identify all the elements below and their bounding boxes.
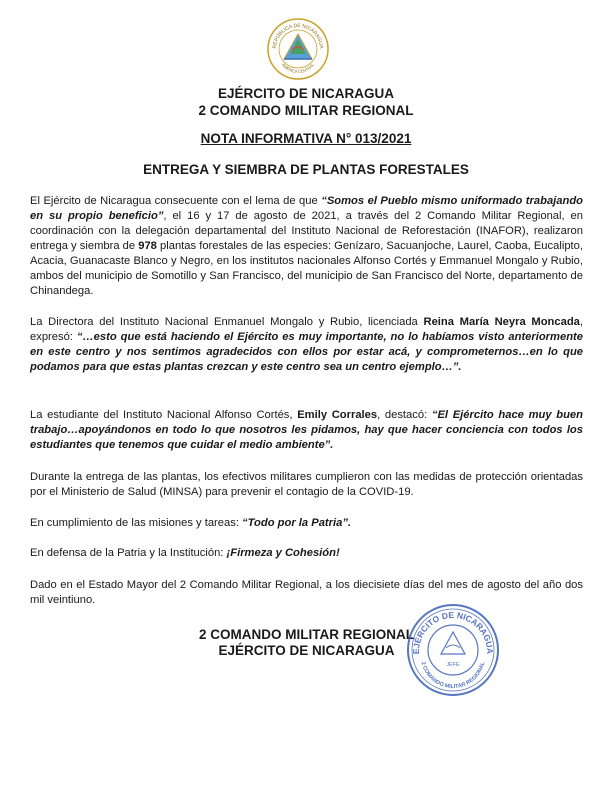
header-line1: EJÉRCITO DE NICARAGUA	[217, 86, 395, 101]
student-name: Emily Corrales	[297, 409, 378, 421]
paragraph-1-text: El Ejército de Nicaragua consecuente con el lema de que	[30, 195, 322, 207]
paragraph-6-text: En defensa de la Patria y la Institución:	[30, 547, 227, 559]
paragraph-2	[30, 315, 583, 375]
student-quote: “El Ejército hace muy buen trabajo…apoyándonos en todo lo que nosotros les pidamos, hay que hacer conciencia con todos los estudiantes que tenemos que cuidar el medio ambiente”.	[30, 409, 583, 451]
paragraph-1-text-b: , el 16 y 17 de agosto de 2021, a través del 2 Comando Militar Regional, en coordinación con la delegación departamental del Instituto Nacional de Reforestación (INAFOR), realizaron entrega y siembra de	[30, 210, 583, 252]
paragraph-2-text: La Directora del Instituto Nacional Enmanuel Mongalo y Rubio, licenciada	[30, 316, 424, 328]
signature-line1: 2 COMANDO MILITAR REGIONAL	[199, 627, 414, 642]
paragraph-1-quote: “Somos el Pueblo mismo uniformado trabajando en su propio beneficio”	[30, 195, 583, 222]
header-line2: 2 COMANDO MILITAR REGIONAL	[198, 103, 414, 118]
official-stamp	[405, 602, 501, 698]
stamp-bottom-text: 2 COMANDO MILITAR REGIONAL	[419, 661, 487, 691]
paragraph-3	[30, 408, 583, 453]
motto-firmeza-cohesion: ¡Firmeza y Cohesión!	[226, 547, 340, 559]
paragraph-3-text-b: , destacó:	[377, 409, 432, 421]
director-name: Reina María Neyra Moncada	[423, 316, 580, 328]
coat-of-arms-seal	[266, 17, 330, 81]
paragraph-1-text-c: plantas forestales de las especies: Genízaro, Sacuanjoche, Laurel, Caoba, Eucalipto, Acacia, Guanacaste Blanco y Negro, en los institutos nacionales Alfonso Cortés y Emmanuel Mongalo y Rubio, ambos del municipio de Somotillo y San Francisco, del municipio de San Francisco del Norte, departamento de Chinandega.	[30, 240, 583, 297]
director-quote: “…esto que está haciendo el Ejército es muy importante, no lo habíamos visto anteriormente en este centro y nos sentimos agradecidos con ellos por estar acá, y comprometernos…en lo que podamos para que estas plantas crezcan y este centro sea un centro ejemplo…”.	[30, 331, 583, 373]
seal-bottom-text: AMÉRICA CENTRAL	[280, 62, 316, 75]
paragraph-5-text: En cumplimiento de las misiones y tareas:	[30, 517, 243, 529]
paragraph-4-text: Durante la entrega de las plantas, los efectivos militares cumplieron con las medidas de protección orientadas por el Ministerio de Salud (MINSA) para prevenir el contagio de la COVID-19.	[30, 471, 583, 498]
paragraph-1	[30, 194, 583, 299]
signature-line2: EJÉRCITO DE NICARAGUA	[218, 643, 395, 658]
stamp-center-text: JEFE	[446, 662, 460, 668]
stamp-ring-text: EJÉRCITO DE NICARAGUA	[410, 609, 496, 655]
paragraph-7-text: Dado en el Estado Mayor del 2 Comando Militar Regional, a los diecisiete días del mes de agosto del año dos mil veintiuno.	[30, 579, 583, 606]
paragraph-2-text-b: , expresó:	[30, 316, 583, 343]
subject-title: ENTREGA Y SIEMBRA DE PLANTAS FORESTALES	[143, 162, 469, 177]
plant-count: 978	[138, 240, 157, 252]
motto-todo-por-la-patria: “Todo por la Patria”.	[242, 517, 352, 529]
seal-ring-text: REPÚBLICA DE NICARAGUA	[271, 22, 325, 49]
paragraph-5	[30, 516, 583, 531]
paragraph-3-text: La estudiante del Instituto Nacional Alfonso Cortés,	[30, 409, 298, 421]
paragraph-6	[30, 546, 583, 561]
note-title: NOTA INFORMATIVA N° 013/2021	[200, 131, 412, 146]
paragraph-4	[30, 470, 583, 500]
